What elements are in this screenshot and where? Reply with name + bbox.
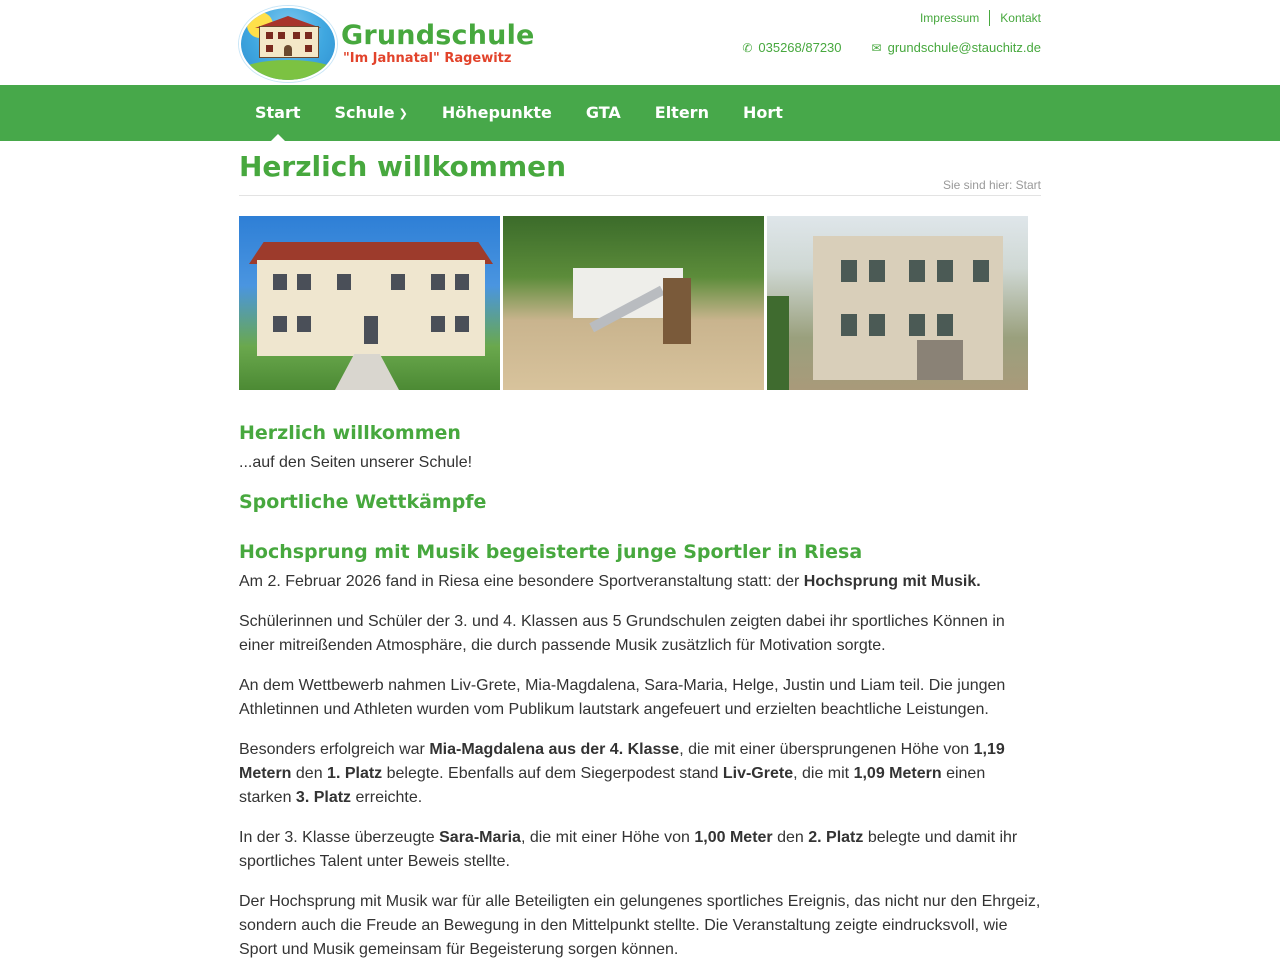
breadcrumb-current[interactable]: Start [1015,178,1041,192]
section-heading: Sportliche Wettkämpfe [239,491,487,513]
page-title: Herzlich willkommen [239,150,567,183]
bold-text: 1,19 Metern [239,741,1005,782]
phone-number: 035268/87230 [758,40,842,55]
bold-text: 1,00 Meter [694,829,773,846]
nav-item-gta[interactable]: GTA [585,103,621,122]
welcome-heading: Herzlich willkommen [239,422,461,444]
playground-photo[interactable] [503,216,764,390]
page-title-bar [239,141,1041,196]
logo-title: Grundschule [341,20,535,51]
paragraph-intro [239,570,1041,594]
breadcrumb [943,178,1041,192]
text-run: In der 3. Klasse überzeugte [239,829,440,846]
welcome-text: ...auf den Seiten unserer Schule! [239,454,473,471]
bold-text: 2. Platz [808,829,864,846]
news-heading: Hochsprung mit Musik begeisterte junge Sportler in Riesa [239,541,863,563]
contact-info [712,40,1041,55]
bold-text: Mia-Magdalena aus der 4. Klasse [429,741,680,758]
main-content [239,422,1041,962]
logo-emblem [239,6,337,82]
phone-icon: ✆ [742,40,753,55]
envelope-icon: ✉ [871,40,882,55]
intro-text: Am 2. Februar 2026 fand in Riesa eine besondere Sportveranstaltung statt: der [239,573,804,590]
text-run: , die mit [793,765,854,782]
site-header [239,0,1041,85]
school-side-photo[interactable] [767,216,1028,390]
paragraph-participants-schools: Schülerinnen und Schüler der 3. und 4. Klassen aus 5 Grundschulen zeigten dabei ihr sportliches Können in einer mitreißenden Atmosphäre, die durch passende Musik zusätzlich für Motivation sorgte. [239,613,1005,654]
chevron-down-icon: ❯ [398,107,408,120]
text-run: belegte. Ebenfalls auf dem Siegerpodest stand [382,765,723,782]
intro-event-name: Hochsprung mit Musik. [803,573,981,590]
bold-text: Liv-Grete [722,765,794,782]
school-front-photo[interactable] [239,216,500,390]
bold-text: 1,09 Metern [853,765,942,782]
paragraph-conclusion: Der Hochsprung mit Musik war für alle Beteiligten ein gelungenes sportliches Ereignis, das nicht nur den Ehrgeiz, sondern auch die Freude an Bewegung in den Mittelpunkt stellte. Die Veranstaltung zeigte eindrucksvoll, wie Sport und Musik gemeinsam für Begeisterung sorgen können. [239,893,1041,958]
text-run: Besonders erfolgreich war [239,741,430,758]
text-run: einen starken [239,765,986,806]
top-links [910,10,1041,26]
bold-text: Sara-Maria [439,829,521,846]
text-run: den [772,829,809,846]
email-contact[interactable] [872,40,1041,55]
text-run: , die mit einer übersprungenen Höhe von [679,741,974,758]
paragraph-participants-names: An dem Wettbewerb nahmen Liv-Grete, Mia-Magdalena, Sara-Maria, Helge, Justin und Liam teil. Die jungen Athletinnen und Athleten wurden vom Publikum lautstark angefeuert und erzielten beachtliche Leistungen. [239,677,1006,718]
nav-item-eltern[interactable]: Eltern [654,103,709,122]
text-run: belegte und damit ihr sportliches Talent unter Beweis stellte. [239,829,1018,870]
bold-text: 1. Platz [327,765,383,782]
kontakt-link[interactable]: Kontakt [989,10,1041,26]
paragraph-results-grade4 [239,738,1041,810]
nav-item-hort[interactable]: Hort [742,103,783,122]
nav-item-hoehepunkte[interactable]: Höhepunkte [441,103,552,122]
nav-item-schule-label: Schule [334,103,395,122]
impressum-link[interactable]: Impressum [919,11,980,25]
nav-item-schule[interactable] [318,85,425,141]
text-run: den [291,765,328,782]
text-run: erreichte. [351,789,423,806]
logo-subtitle: "Im Jahnatal" Ragewitz [343,51,512,66]
photo-gallery [239,216,1041,390]
main-nav [0,85,1280,141]
email-address: grundschule@stauchitz.de [887,40,1041,55]
phone-contact[interactable] [742,40,841,55]
paragraph-results-grade3 [239,826,1041,874]
site-logo[interactable] [239,6,535,82]
text-run: , die mit einer Höhe von [520,829,695,846]
nav-item-start[interactable]: Start [239,85,318,141]
breadcrumb-prefix: Sie sind hier: [942,178,1013,192]
bold-text: 3. Platz [295,789,352,806]
